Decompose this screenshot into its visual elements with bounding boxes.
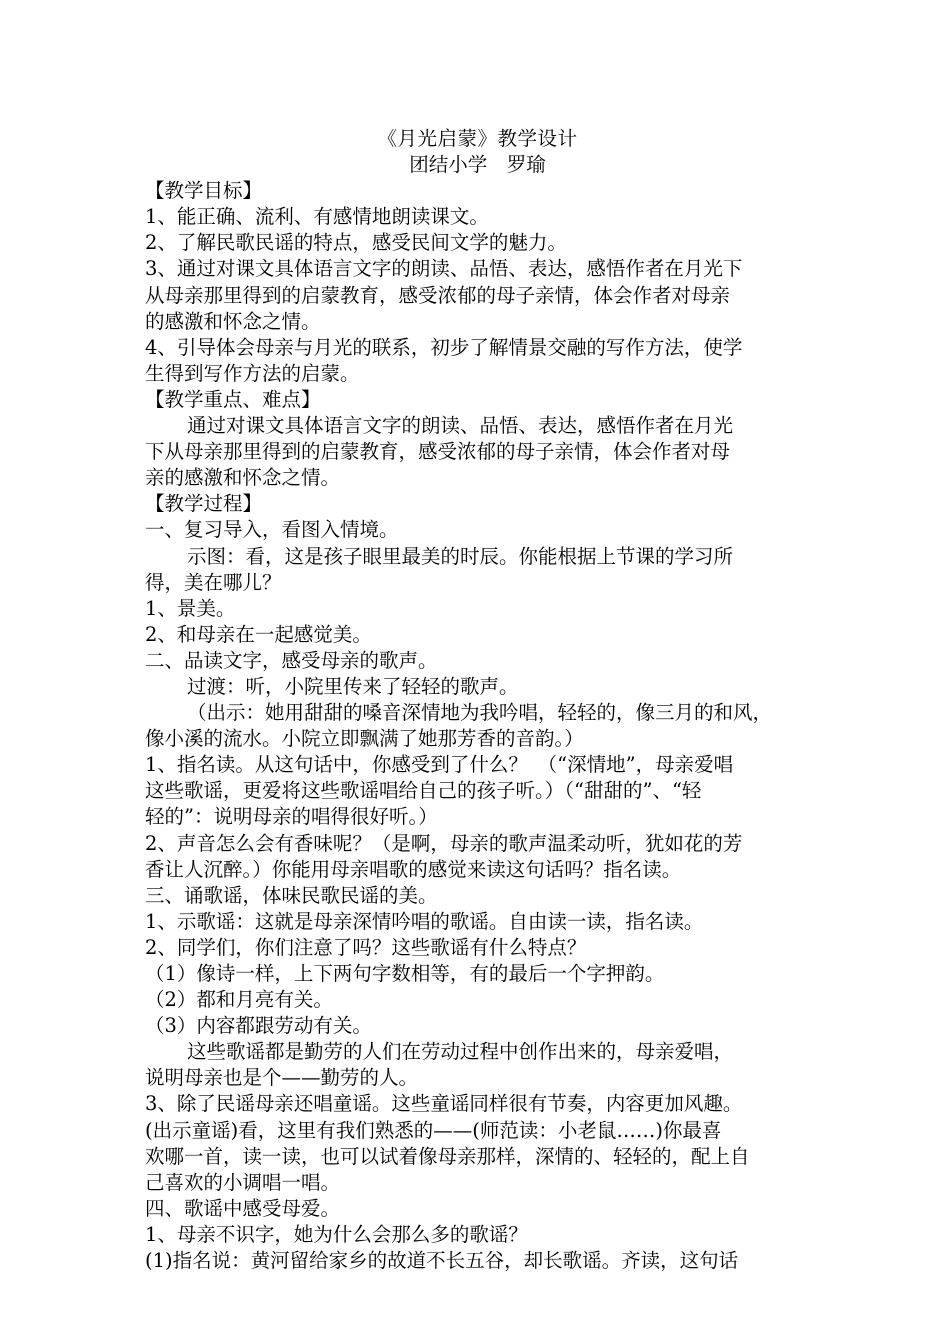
text-line: 1、指名读。从这句话中，你感受到了什么？ （“深情地”，母亲爱唱 [145,753,734,777]
document-author: 团结小学 罗瑜 [409,153,546,177]
text-line: 1、示歌谣：这就是母亲深情吟唱的歌谣。自由读一读，指名读。 [145,909,704,933]
text-line: 过渡：听，小院里传来了轻轻的歌声。 [187,674,519,698]
text-line: (出示童谣)看，这里有我们熟悉的——(师范读：小老鼠……)你最喜 [145,1118,722,1142]
text-line: （2）都和月亮有关。 [145,988,333,1012]
text-line: 一、复习导入，看图入情境。 [145,518,399,542]
document-title: 《月光启蒙》教学设计 [377,127,578,150]
text-line: 2、了解民歌民谣的特点，感受民间文学的魅力。 [145,231,567,255]
text-line: 欢哪一首，读一读，也可以试着像母亲那样，深情的、轻轻的，配上自 [145,1144,750,1168]
text-line: 【教学过程】 [145,492,263,516]
text-line: 1、能正确、流利、有感情地朗读课文。 [145,205,489,229]
text-line: 这些歌谣，更爱将这些歌谣唱给自己的孩子听。）（“甜甜的”、“轻 [145,779,702,803]
text-line: 示图：看，这是孩子眼里最美的时辰。你能根据上节课的学习所 [187,544,734,568]
text-line: 2、和母亲在一起感觉美。 [145,622,372,646]
text-line: （3）内容都跟劳动有关。 [145,1014,372,1038]
document-body [145,126,810,1274]
text-line: （出示：她用甜甜的嗓音深情地为我吟唱，轻轻的，像三月的和风， [187,701,773,725]
text-line: 通过对课文具体语言文字的朗读、品悟、表达，感悟作者在月光 [187,414,734,438]
text-line: 说明母亲也是个——勤劳的人。 [145,1066,419,1090]
text-line: 亲的感激和怀念之情。 [145,466,341,490]
text-line: 2、声音怎么会有香味呢？（是啊，母亲的歌声温柔动听，犹如花的芳 [145,831,743,855]
text-line: 轻的”：说明母亲的唱得很好听。） [145,805,438,829]
text-line: 三、诵歌谣，体味民歌民谣的美。 [145,883,438,907]
text-line: 下从母亲那里得到的启蒙教育，感受浓郁的母子亲情，体会作者对母 [145,440,731,464]
text-line: 的感激和怀念之情。 [145,309,321,333]
text-line: 生得到写作方法的启蒙。 [145,361,360,385]
text-line: 四、歌谣中感受母爱。 [145,1196,341,1220]
text-line: 二、品读文字，感受母亲的歌声。 [145,648,438,672]
text-line: 【教学重点、难点】 [145,387,321,411]
text-line: （1）像诗一样，上下两句字数相等，有的最后一个字押韵。 [145,962,665,985]
text-line: 这些歌谣都是勤劳的人们在劳动过程中创作出来的，母亲爱唱， [187,1040,734,1064]
text-line: 香让人沉醉。）你能用母亲唱歌的感觉来读这句话吗？指名读。 [145,857,682,881]
text-line: 1、景美。 [145,596,236,620]
body-lines [145,178,810,1274]
text-line: 3、通过对课文具体语言文字的朗读、品悟、表达，感悟作者在月光下 [145,257,743,281]
text-line: 3、除了民谣母亲还唱童谣。这些童谣同样很有节奏，内容更加风趣。 [145,1092,743,1116]
text-line: (1)指名说：黄河留给家乡的故道不长五谷，却长歌谣。齐读，这句话 [145,1249,739,1273]
text-line: 得，美在哪儿？ [145,570,282,594]
text-line: 己喜欢的小调唱一唱。 [145,1170,341,1194]
text-line: 像小溪的流水。小院立即飘满了她那芳香的音韵。） [145,727,584,751]
text-line: 4、引导体会母亲与月光的联系，初步了解情景交融的写作方法，使学 [145,335,743,359]
text-line: 【教学目标】 [145,179,263,203]
text-line: 1、母亲不识字，她为什么会那么多的歌谣？ [145,1222,528,1246]
text-line: 2、同学们，你们注意了吗？这些歌谣有什么特点？ [145,935,587,959]
text-line: 从母亲那里得到的启蒙教育，感受浓郁的母子亲情，体会作者对母亲 [145,283,731,307]
